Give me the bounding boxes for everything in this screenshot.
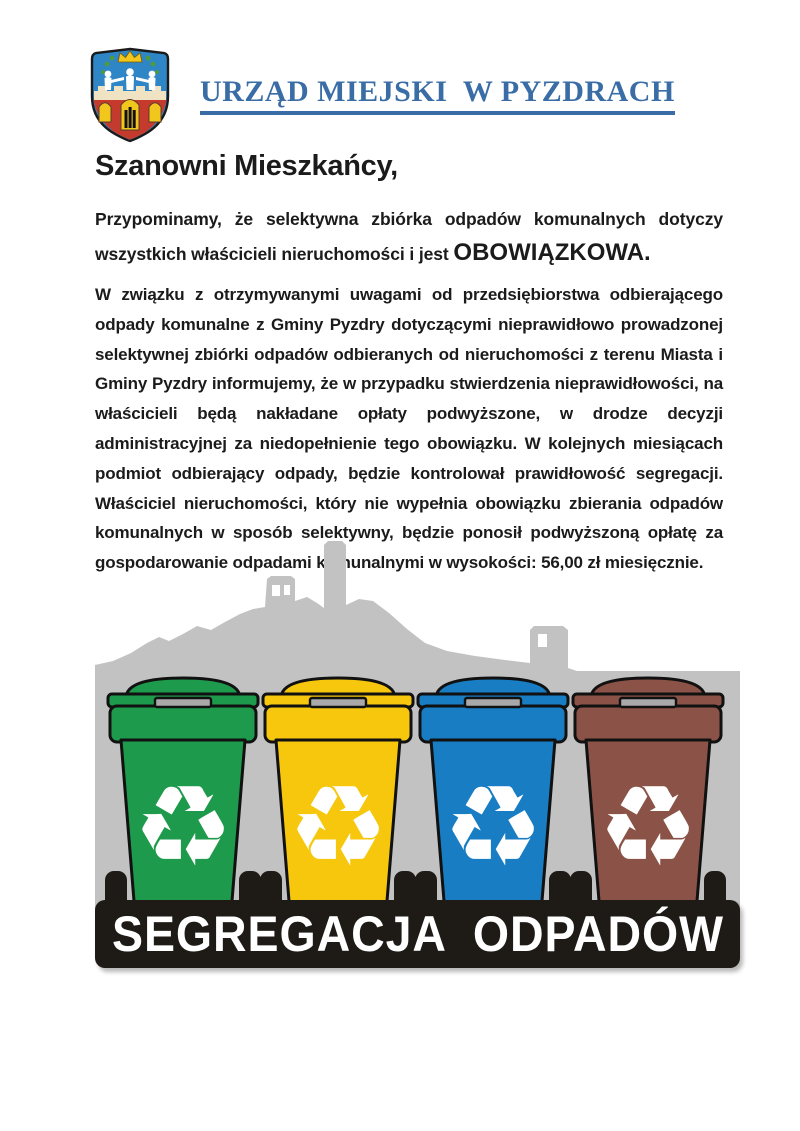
mandatory-emphasis: OBOWIĄZKOWA. — [453, 239, 651, 266]
paragraph-reminder-text: Przypominamy, że selektywna zbiórka odpadów komunalnych dotyczy wszystkich właścicieli nieruchomości i jest — [95, 209, 723, 264]
segregation-graphic — [95, 535, 740, 975]
recycling-icon: ♻ — [132, 762, 234, 892]
recycling-icon: ♻ — [597, 762, 699, 892]
pyzdry-coat-of-arms-icon — [88, 46, 172, 144]
recycling-icon: ♻ — [442, 762, 544, 892]
paragraph-details: W związku z otrzymywanymi uwagami od przedsiębiorstwa odbierającego odpady komunalne z Gminy Pyzdry dotyczącymi nieprawidłowo prowadzonej selektywnej zbiórki odpadów odbieranych od nieruchomości z terenu Miasta i Gminy Pyzdry informujemy, że w przypadku stwierdzenia nieprawidłowości, na właścicieli będą nakładane opłaty podwyższone, w drodze decyzji administracyjnej za niedopełnienie tego obowiązku. W kolejnych miesiącach podmiot odbierający odpady, będzie kontrolował prawidłowość segregacji. Właściciel nieruchomości, który nie wypełnia obowiązku zbierania odpadów komunalnych w sposób selektywny, będzie ponosił podwyższoną opłatę za gospodarowanie odpadami komunalnymi w wysokości: 56,00 zł miesięcznie. — [95, 285, 723, 573]
salutation-heading: Szanowni Mieszkańcy, — [95, 150, 398, 182]
segregation-banner — [95, 900, 740, 968]
recycling-icon: ♻ — [287, 762, 389, 892]
paragraph-reminder — [95, 202, 723, 271]
document-header — [88, 46, 675, 144]
page-title: URZĄD MIEJSKI W PYZDRACH — [200, 75, 675, 115]
segregation-banner-label: SEGREGACJA ODPADÓW — [111, 906, 724, 962]
